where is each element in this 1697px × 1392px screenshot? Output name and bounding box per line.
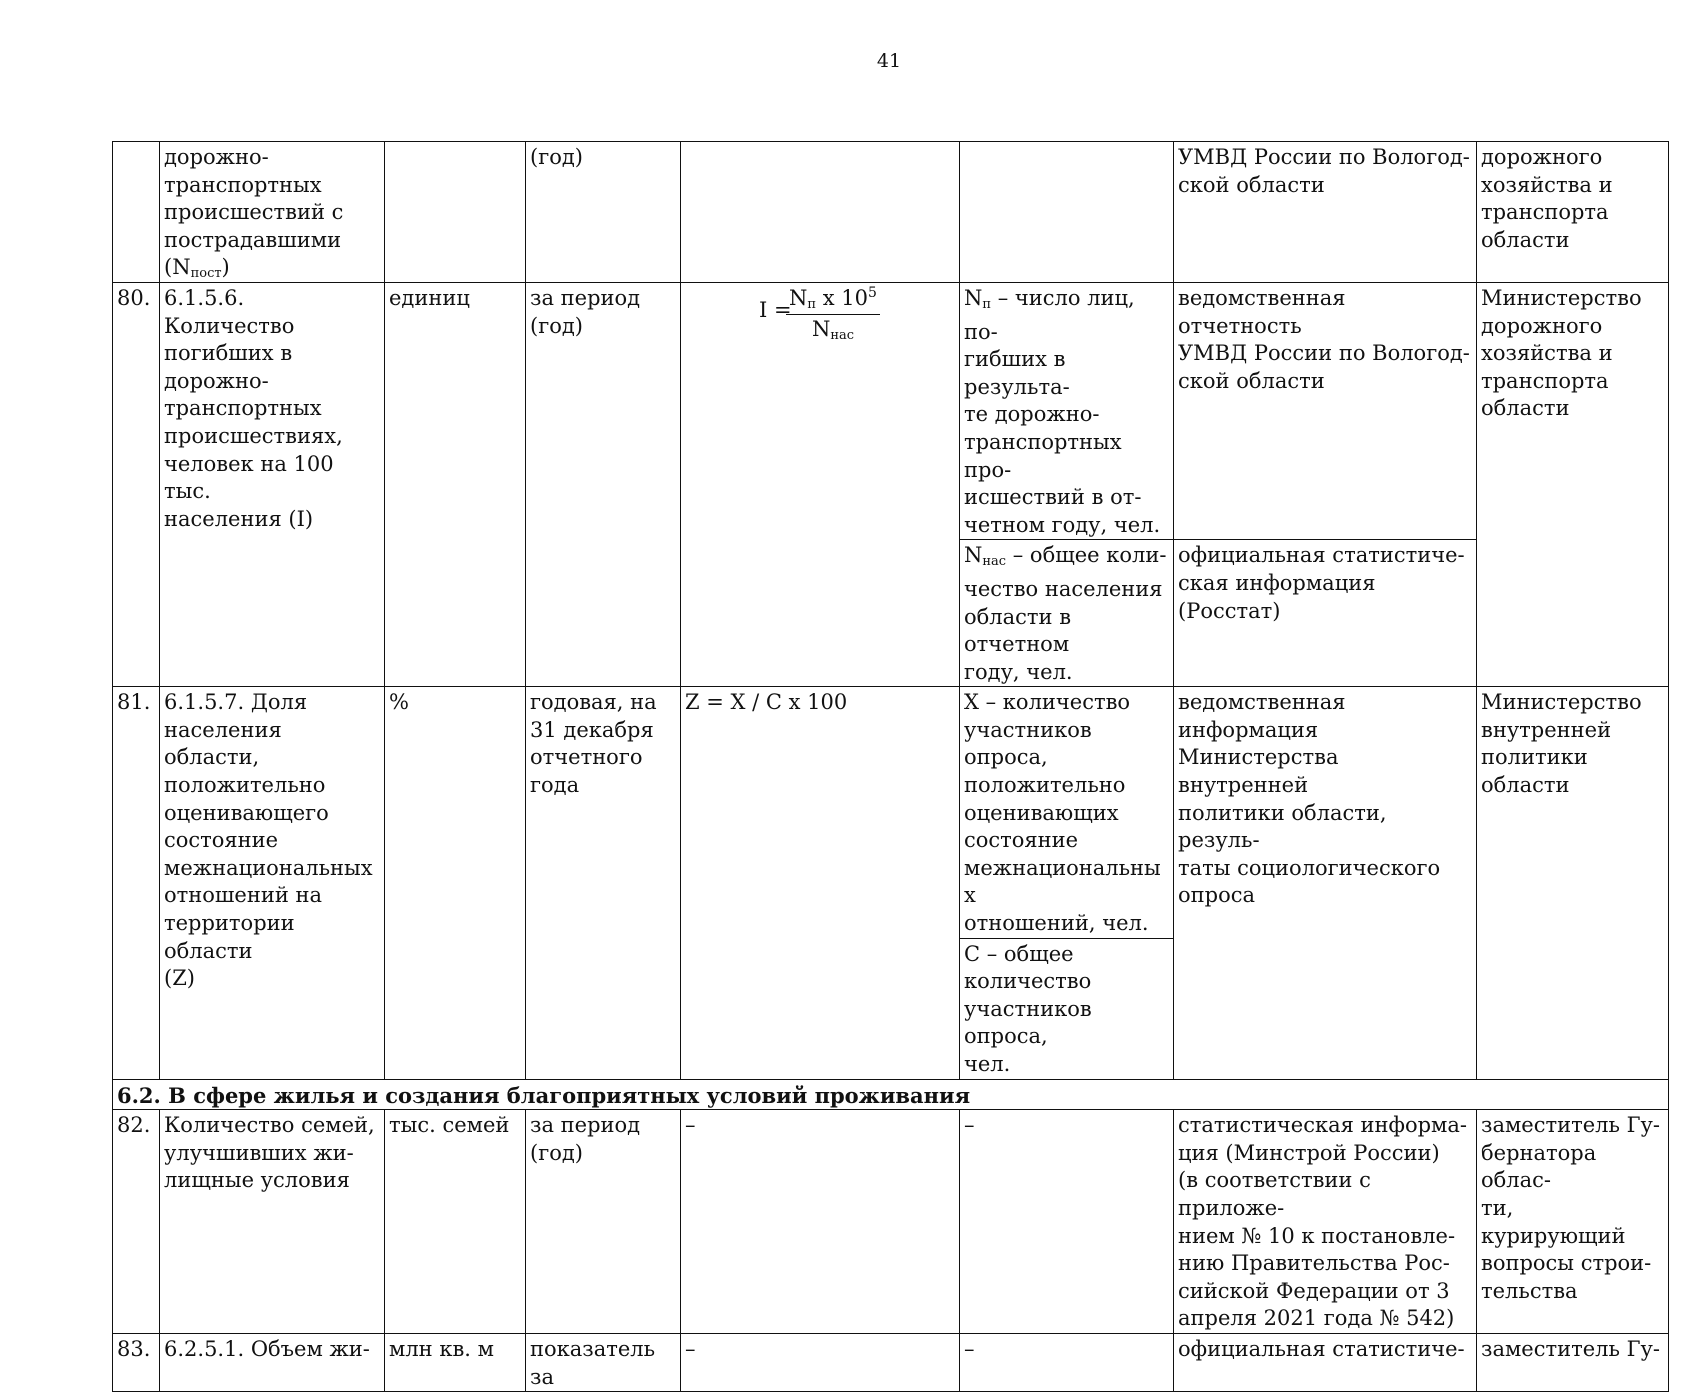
variables-cell: – — [960, 1333, 1174, 1391]
variables-cell: Nп – число лиц, по- гибших в результа- те дорожно- транспортных про- исшествий в от- четном году, чел. — [960, 282, 1174, 539]
text-line: гибших в результа- — [964, 347, 1070, 399]
period-cell — [526, 1110, 681, 1334]
table-row-80 — [113, 282, 1669, 539]
text-line: ской области — [1178, 368, 1325, 393]
variables-cell — [960, 142, 1174, 283]
text-line: дорожно- — [164, 145, 269, 169]
text-line: участников опроса, — [964, 996, 1092, 1049]
indicator-cell — [160, 1110, 385, 1334]
text-line: 6.1.5.7. Доля — [164, 690, 308, 715]
row-number-cell: 81. — [113, 687, 160, 1079]
formula-cell — [681, 142, 960, 283]
text-line: оценивающих — [964, 800, 1119, 825]
source-cell — [1174, 282, 1477, 539]
text-line: происшествиях, — [164, 423, 343, 448]
text-line: годовая, на — [530, 690, 657, 715]
text-line: хозяйства и — [1481, 172, 1613, 197]
responsible-cell — [1477, 1110, 1669, 1334]
section-header-row — [113, 1079, 1669, 1110]
text-line: пострадавшими — [164, 227, 342, 252]
text-line: ведомственная информация — [1178, 690, 1346, 742]
source-cell — [1174, 540, 1477, 687]
text-line: Министерства внутренней — [1178, 745, 1339, 798]
row-number-cell: 80. — [113, 282, 160, 686]
text-line: хозяйства и — [1481, 341, 1613, 366]
text-line: состояние — [964, 828, 1079, 853]
text-line: УМВД России по Вологод- — [1178, 145, 1470, 169]
text-line: те дорожно- — [964, 402, 1100, 427]
formula-fraction: I = $N_п$ x $10^5$ $N_{нас}$ — [685, 285, 955, 355]
formula-cell: – — [681, 1110, 960, 1334]
indicators-table — [112, 141, 1669, 1392]
text-line: населения области, — [164, 717, 282, 770]
text-line: Министерство — [1481, 690, 1642, 715]
table-row-82 — [113, 1110, 1669, 1334]
row-number-cell: 82. — [113, 1110, 160, 1334]
text-line: области в отчетном — [964, 604, 1072, 657]
responsible-cell: заместитель Гу- — [1477, 1333, 1669, 1391]
text-line: человек на 100 тыс. — [164, 451, 334, 504]
table-row-81 — [113, 687, 1669, 938]
text-line: чел. — [964, 1052, 1011, 1076]
text-line: тельства — [1481, 1278, 1578, 1303]
text-line: количество — [964, 969, 1092, 994]
text-line: оценивающего — [164, 800, 329, 825]
text-line: происшествий с — [164, 200, 344, 225]
unit-cell: единиц — [385, 282, 526, 686]
text-line: транспорта — [1481, 368, 1609, 393]
text-line: четном году, чел. — [964, 512, 1161, 537]
text-line: транспорта — [1481, 200, 1609, 225]
responsible-cell — [1477, 282, 1669, 686]
page-number: 41 — [876, 50, 902, 72]
text-line: опроса — [1178, 883, 1256, 908]
source-cell — [1174, 687, 1477, 1079]
text-line: состояние — [164, 828, 279, 853]
text-line: ция (Минстрой России) — [1178, 1140, 1440, 1165]
text-line: дорожного — [1481, 145, 1603, 169]
formula-cell — [681, 282, 960, 686]
text-line: бернатора облас- — [1481, 1140, 1597, 1193]
text-line: отношений на — [164, 883, 323, 908]
indicator-cell — [160, 687, 385, 1079]
text-line: межнациональных — [164, 855, 373, 880]
text-line: за период — [530, 285, 641, 310]
text-line: населения (I) — [164, 506, 314, 531]
text-line: области — [1481, 773, 1570, 798]
text-line: внутренней — [1481, 717, 1612, 742]
text-line: области — [1481, 227, 1570, 252]
formula-cell: – — [681, 1333, 960, 1391]
text-line: сийской Федерации от 3 — [1178, 1278, 1450, 1303]
text-line: 6.1.5.6. Количество — [164, 285, 295, 338]
section-title: 6.2. В сфере жилья и создания благоприятных условий проживания — [113, 1079, 1669, 1110]
text-line: положительно — [964, 773, 1126, 798]
text-line: территории области — [164, 911, 295, 963]
text-line: вопросы строи- — [1481, 1251, 1652, 1276]
formula-cell: Z = X / C x 100 — [681, 687, 960, 1079]
source-cell — [1174, 142, 1477, 283]
text-line: чество населения — [964, 576, 1163, 601]
text-line: года — [530, 773, 580, 798]
text-line: (Z) — [164, 966, 195, 991]
row-number-cell: 83. — [113, 1333, 160, 1391]
period-cell — [526, 282, 681, 686]
indicator-cell — [160, 282, 385, 686]
unit-cell: млн кв. м — [385, 1333, 526, 1391]
text-line: области — [1481, 396, 1570, 421]
unit-cell — [385, 142, 526, 283]
text-line: Министерство — [1481, 285, 1642, 310]
indicator-cell: 6.2.5.1. Объем жи- — [160, 1333, 385, 1391]
text-line: дорожно- — [164, 368, 269, 393]
text-line: за период — [530, 1113, 641, 1138]
variables-cell — [960, 938, 1174, 1079]
text-line: нием № 10 к постановле- — [1178, 1223, 1456, 1248]
text-line: политики — [1481, 745, 1588, 770]
text-line: межнациональных — [964, 855, 1161, 908]
text-line: ской области — [1178, 172, 1325, 197]
text-line: апреля 2021 года № 542) — [1178, 1306, 1455, 1331]
indicator-cell: дорожно- транспортных происшествий с пострадавшими $(N_{пост})$ — [160, 142, 385, 283]
text-line: политики области, резуль- — [1178, 800, 1387, 853]
text-line: статистическая информа- — [1178, 1113, 1467, 1138]
text-line: участников опроса, — [964, 717, 1092, 770]
source-cell: официальная статистиче- — [1174, 1333, 1477, 1391]
text-line: 31 декабря — [530, 717, 654, 742]
text-line: ведомственная отчетность — [1178, 285, 1346, 338]
text-line: улучшивших жи- — [164, 1140, 354, 1165]
responsible-cell — [1477, 142, 1669, 283]
text-line: X – количество — [964, 690, 1131, 715]
text-line: дорожного — [1481, 313, 1603, 338]
text-line: таты социологического — [1178, 855, 1441, 880]
responsible-cell — [1477, 687, 1669, 1079]
row-number-cell — [113, 142, 160, 283]
text-line: транспортных — [164, 172, 322, 197]
text-line: положительно — [164, 773, 326, 798]
variables-cell: – — [960, 1110, 1174, 1334]
text-line: транспортных про- — [964, 429, 1122, 482]
text-line: (год) — [530, 313, 583, 338]
source-cell — [1174, 1110, 1477, 1334]
table-row-continuation — [113, 142, 1669, 283]
variables-cell: Nнас – общее коли- чество населения области в отчетном году, чел. — [960, 540, 1174, 687]
text-line: заместитель Гу- — [1481, 1113, 1660, 1138]
text-line: Количество семей, — [164, 1113, 375, 1138]
unit-cell: тыс. семей — [385, 1110, 526, 1334]
variables-cell — [960, 687, 1174, 938]
text-line: (Росстат) — [1178, 598, 1281, 623]
unit-cell: % — [385, 687, 526, 1079]
text-line: (год) — [530, 1140, 583, 1165]
text-line: C – общее — [964, 941, 1074, 966]
period-cell: показатель за — [526, 1333, 681, 1391]
text-line: нию Правительства Рос- — [1178, 1251, 1450, 1276]
text-line: – число лиц, по- — [964, 285, 1135, 344]
text-line: ская информация — [1178, 570, 1376, 595]
period-cell: (год) — [526, 142, 681, 283]
text-line: году, чел. — [964, 659, 1073, 684]
period-cell — [526, 687, 681, 1079]
text-line: погибших в — [164, 341, 293, 366]
text-line: официальная статистиче- — [1178, 543, 1465, 568]
text-line: отношений, чел. — [964, 911, 1149, 936]
text-line: ти, курирующий — [1481, 1195, 1626, 1248]
text-line: транспортных — [164, 396, 322, 421]
text-line: – общее коли- — [1006, 543, 1167, 568]
text-line: отчетного — [530, 745, 643, 770]
table-row-83 — [113, 1333, 1669, 1391]
text-line: УМВД России по Вологод- — [1178, 341, 1470, 366]
text-line: исшествий в от- — [964, 485, 1142, 510]
text-line: (в соответствии с приложе- — [1178, 1168, 1371, 1220]
text-line: лищные условия — [164, 1168, 350, 1193]
